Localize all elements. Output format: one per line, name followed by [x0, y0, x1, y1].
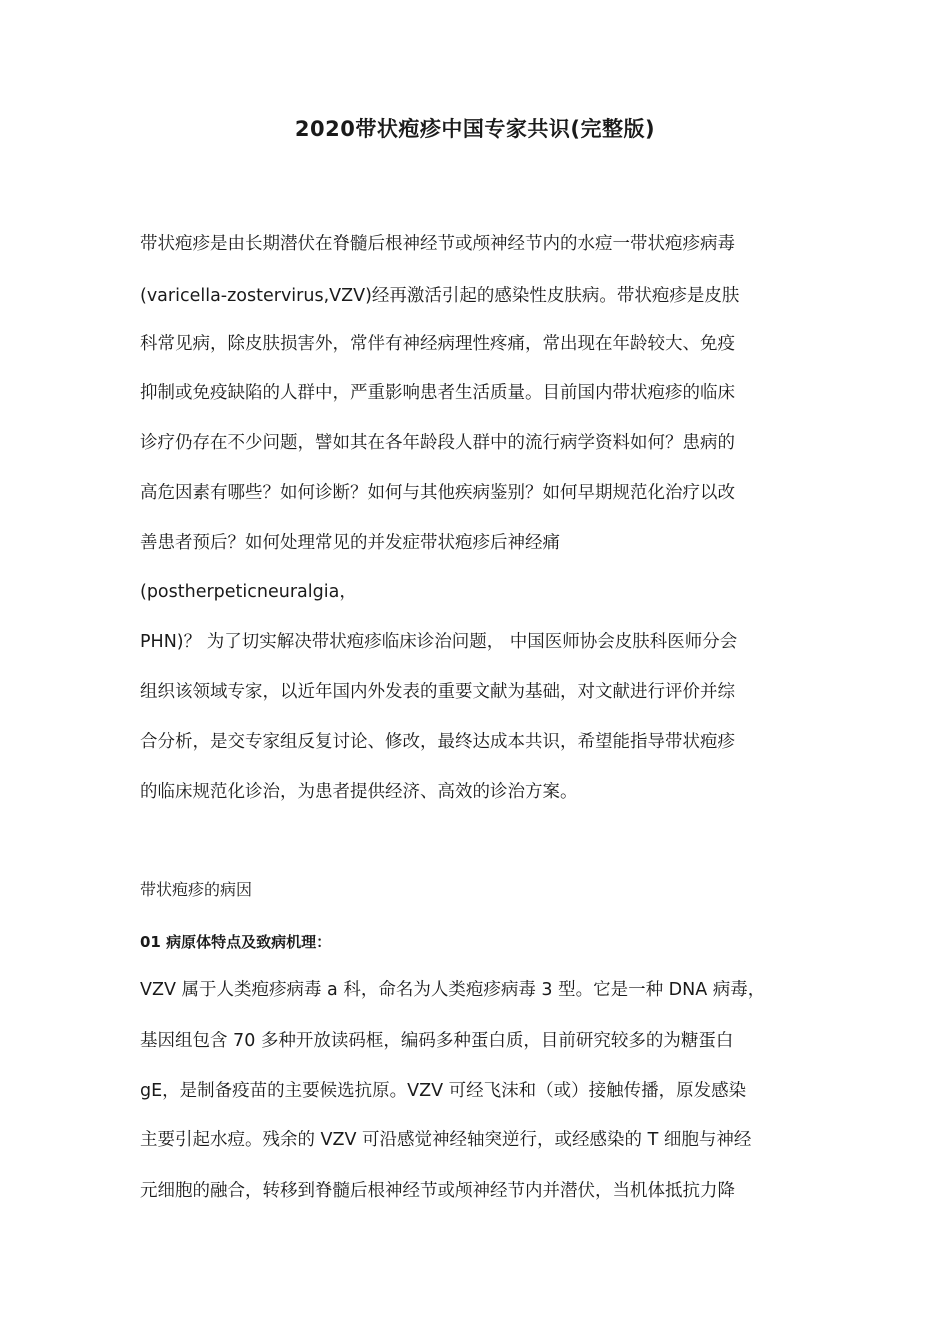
subheading: 01 病原体特点及致病机理： — [140, 933, 332, 951]
body-line: 基因组包含 70 多种开放读码框，编码多种蛋白质，目前研究较多的为糖蛋白 — [140, 1031, 734, 1051]
body-line: 主要引起水痘。残余的 VZV 可沿感觉神经轴突逆行，或经感染的 T 细胞与神经 — [140, 1130, 752, 1150]
intro-line: 的临床规范化诊治，为患者提供经济、高效的诊治方案。 — [140, 782, 578, 802]
section-heading: 带状疱疹的病因 — [140, 880, 253, 899]
intro-line: 带状疱疹是由长期潜伏在脊髓后根神经节或颅神经节内的水痘一带状疱疹病毒 — [140, 234, 735, 254]
intro-line: (varicella-zostervirus,VZV)经再激活引起的感染性皮肤病。带状疱疹是皮肤 — [140, 286, 740, 306]
body-line: gE，是制备疫苗的主要候选抗原。VZV 可经飞沫和（或）接触传播，原发感染 — [140, 1081, 747, 1101]
body-line: VZV 属于人类疱疹病毒 a 科，命名为人类疱疹病毒 3 型。它是一种 DNA 病毒， — [140, 980, 766, 1000]
intro-line: (postherpeticneuralgia， — [140, 582, 357, 602]
intro-line: 抑制或免疫缺陷的人群中，严重影响患者生活质量。目前国内带状疱疹的临床 — [140, 383, 735, 403]
intro-line: 诊疗仍存在不少问题，譬如其在各年龄段人群中的流行病学资料如何？患病的 — [140, 433, 735, 453]
intro-line: 善患者预后？如何处理常见的并发症带状疱疹后神经痛 — [140, 533, 560, 553]
intro-line: PHN)？ 为了切实解决带状疱疹临床诊治问题， 中国医师协会皮肤科医师分会 — [140, 632, 738, 652]
intro-line: 组织该领域专家，以近年国内外发表的重要文献为基础，对文献进行评价并综 — [140, 682, 735, 702]
intro-line: 科常见病，除皮肤损害外，常伴有神经病理性疼痛，常出现在年龄较大、免疫 — [140, 334, 735, 354]
body-line: 元细胞的融合，转移到脊髓后根神经节或颅神经节内并潜伏，当机体抵抗力降 — [140, 1181, 735, 1201]
intro-line: 合分析，是交专家组反复讨论、修改，最终达成本共识，希望能指导带状疱疹 — [140, 732, 735, 752]
document-title: 2020带状疱疹中国专家共识(完整版) — [294, 117, 656, 141]
intro-line: 高危因素有哪些？如何诊断？如何与其他疾病鉴别？如何早期规范化治疗以改 — [140, 483, 735, 503]
